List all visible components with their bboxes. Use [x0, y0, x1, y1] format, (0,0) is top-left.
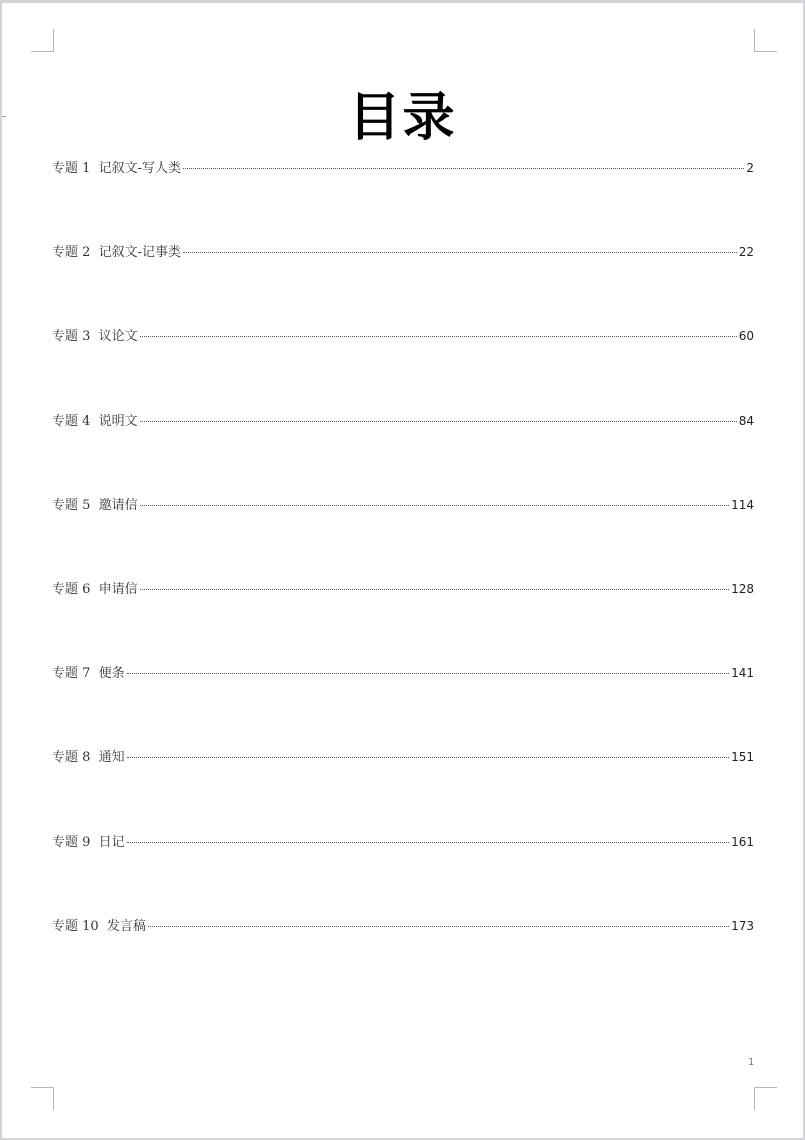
toc-entry[interactable]: [52, 832, 754, 916]
toc-entry[interactable]: [52, 579, 754, 663]
toc-entry-page: 2: [746, 161, 754, 175]
toc-entry-label: 专题 10 发言稿: [52, 918, 146, 934]
crop-mark-top-right: [754, 29, 777, 52]
crop-mark-top-left: [31, 29, 54, 52]
toc-entry-page: 173: [731, 918, 754, 933]
toc-entry-page: 114: [731, 497, 754, 512]
toc-entry[interactable]: [52, 495, 754, 579]
toc-entry-label: 专题 7 便条: [52, 666, 125, 682]
toc-dot-leader: [127, 673, 729, 674]
toc-dot-leader: [140, 589, 729, 590]
toc-entry-label: 专题 3 议论文: [52, 329, 138, 345]
document-page: [2, 3, 803, 1138]
crop-mark-bottom-right: [754, 1087, 777, 1110]
toc-entry[interactable]: [52, 663, 754, 747]
toc-dot-leader: [140, 505, 729, 506]
toc-entry-page: 141: [731, 666, 754, 681]
toc-entry-label: 专题 8 通知: [52, 750, 125, 766]
toc-dot-leader: [148, 926, 729, 927]
toc-entry-page: 22: [738, 245, 754, 260]
toc-entry[interactable]: [52, 242, 754, 326]
toc-entry-page: 84: [738, 413, 754, 428]
toc-entry[interactable]: [52, 158, 754, 242]
toc-entry-label: 专题 4 说明文: [52, 413, 138, 429]
toc-entry-page: 128: [731, 581, 754, 596]
toc-entry[interactable]: [52, 747, 754, 831]
toc-entry-page: 161: [731, 834, 754, 849]
toc-entry-label: 专题 6 申请信: [52, 581, 138, 597]
toc-entry-page: 151: [731, 750, 754, 765]
toc-entry-page: 60: [738, 329, 754, 344]
toc-entry[interactable]: [52, 411, 754, 495]
toc-entry[interactable]: [52, 916, 754, 1000]
toc-entry-label: 专题 1 记叙文-写人类: [52, 161, 182, 176]
toc-dot-leader: [127, 842, 729, 843]
toc-dot-leader: [140, 421, 737, 422]
toc-dot-leader: [183, 168, 744, 169]
toc-entry-label: 专题 2 记叙文-记事类: [52, 245, 182, 261]
crop-mark-bottom-left: [31, 1087, 54, 1110]
toc-entry-label: 专题 9 日记: [52, 834, 125, 850]
toc-entry[interactable]: [52, 326, 754, 410]
table-of-contents: [52, 158, 754, 1000]
toc-title: 目录: [348, 87, 457, 148]
toc-entry-label: 专题 5 邀请信: [52, 497, 138, 513]
toc-dot-leader: [127, 757, 729, 758]
toc-dot-leader: [183, 252, 737, 253]
page-number: 1: [748, 1057, 755, 1068]
toc-dot-leader: [140, 336, 737, 337]
